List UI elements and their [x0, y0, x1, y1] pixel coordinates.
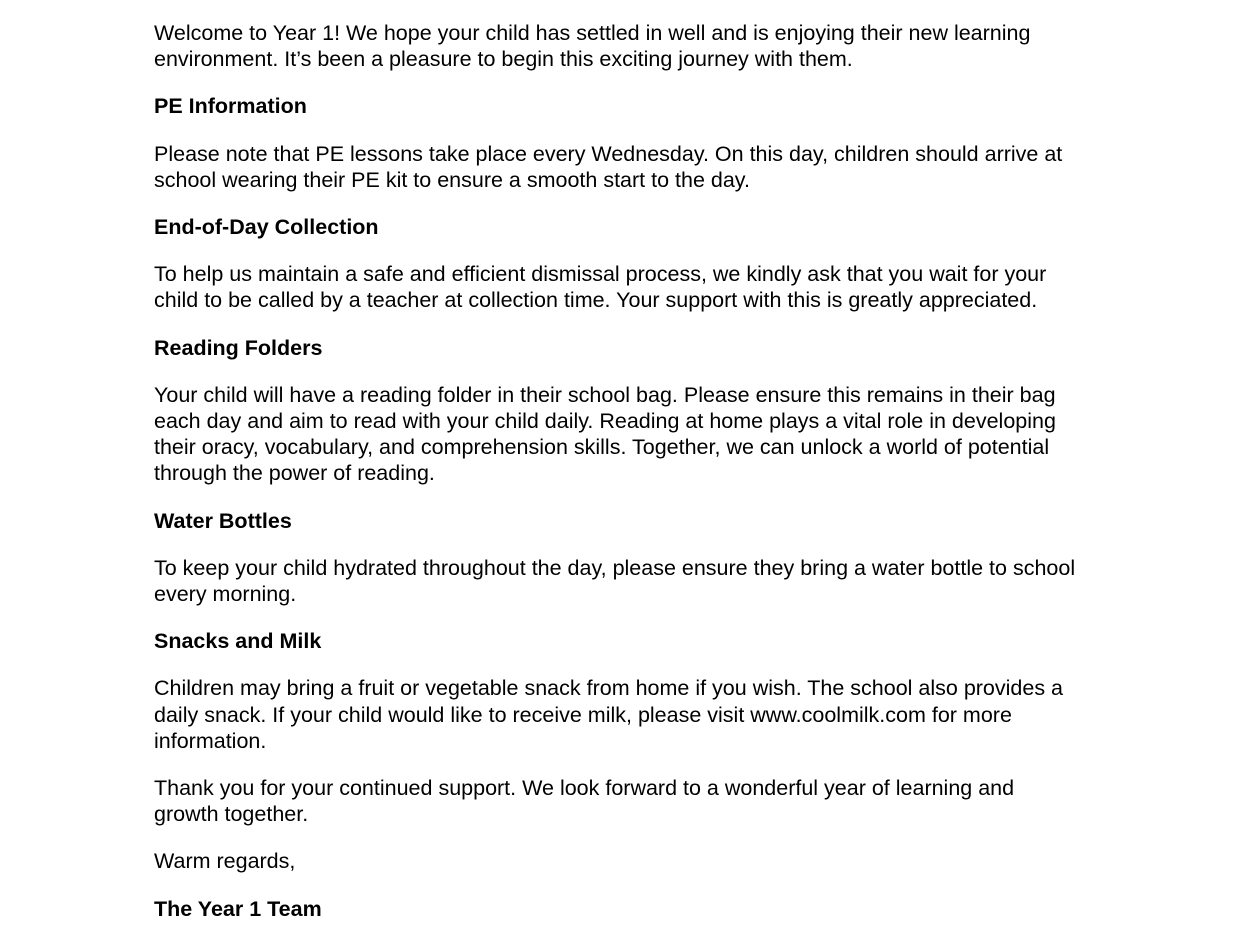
paragraph-line: each day and aim to read with your child daily. Reading at home plays a vital role in developing: [154, 409, 1056, 434]
end-of-day-collection-paragraph: [154, 261, 1154, 313]
paragraph-line: through the power of reading.: [154, 461, 435, 486]
paragraph-line: daily snack. If your child would like to receive milk, please visit www.coolmilk.com for more: [154, 702, 1012, 727]
paragraph-line: Your child will have a reading folder in their school bag. Please ensure this remains in their bag: [154, 382, 1056, 407]
regards-line: Warm regards,: [154, 849, 296, 874]
section-heading-water-bottles: Water Bottles: [154, 508, 292, 533]
paragraph-line: Thank you for your continued support. We look forward to a wonderful year of learning and: [154, 776, 1015, 801]
paragraph-line: To help us maintain a safe and efficient dismissal process, we kindly ask that you wait for your: [154, 262, 1047, 287]
paragraph-line: information.: [154, 728, 267, 753]
paragraph-line: child to be called by a teacher at collection time. Your support with this is greatly appreciated.: [154, 288, 1038, 313]
section-heading-end-of-day-collection: End-of-Day Collection: [154, 215, 379, 240]
paragraph-line: Welcome to Year 1! We hope your child has settled in well and is enjoying their new learning: [154, 21, 1031, 45]
paragraph-line: every morning.: [154, 582, 297, 607]
paragraph-line: To keep your child hydrated throughout the day, please ensure they bring a water bottle to school: [154, 555, 1076, 580]
pe-information-paragraph: [154, 141, 1154, 193]
section-heading-reading-folders: Reading Folders: [154, 335, 323, 360]
reading-folders-paragraph: [154, 382, 1154, 487]
section-heading-pe-information: PE Information: [154, 94, 307, 119]
paragraph-line: school wearing their PE kit to ensure a smooth start to the day.: [154, 167, 750, 192]
paragraph-line: their oracy, vocabulary, and comprehension skills. Together, we can unlock a world of potential: [154, 435, 1050, 460]
signature: The Year 1 Team: [154, 896, 322, 921]
paragraph-line: Children may bring a fruit or vegetable snack from home if you wish. The school also provides a: [154, 676, 1064, 701]
paragraph-line: growth together.: [154, 802, 309, 827]
snacks-and-milk-paragraph: [154, 675, 1154, 754]
paragraph-line: Please note that PE lessons take place every Wednesday. On this day, children should arrive at: [154, 141, 1063, 166]
closing-paragraph: [154, 775, 1154, 827]
water-bottles-paragraph: [154, 555, 1154, 607]
intro-paragraph: [154, 20, 1154, 72]
letter-document: [154, 20, 1154, 943]
section-heading-snacks-and-milk: Snacks and Milk: [154, 629, 322, 654]
paragraph-line: environment. It’s been a pleasure to begin this exciting journey with them.: [154, 47, 853, 72]
